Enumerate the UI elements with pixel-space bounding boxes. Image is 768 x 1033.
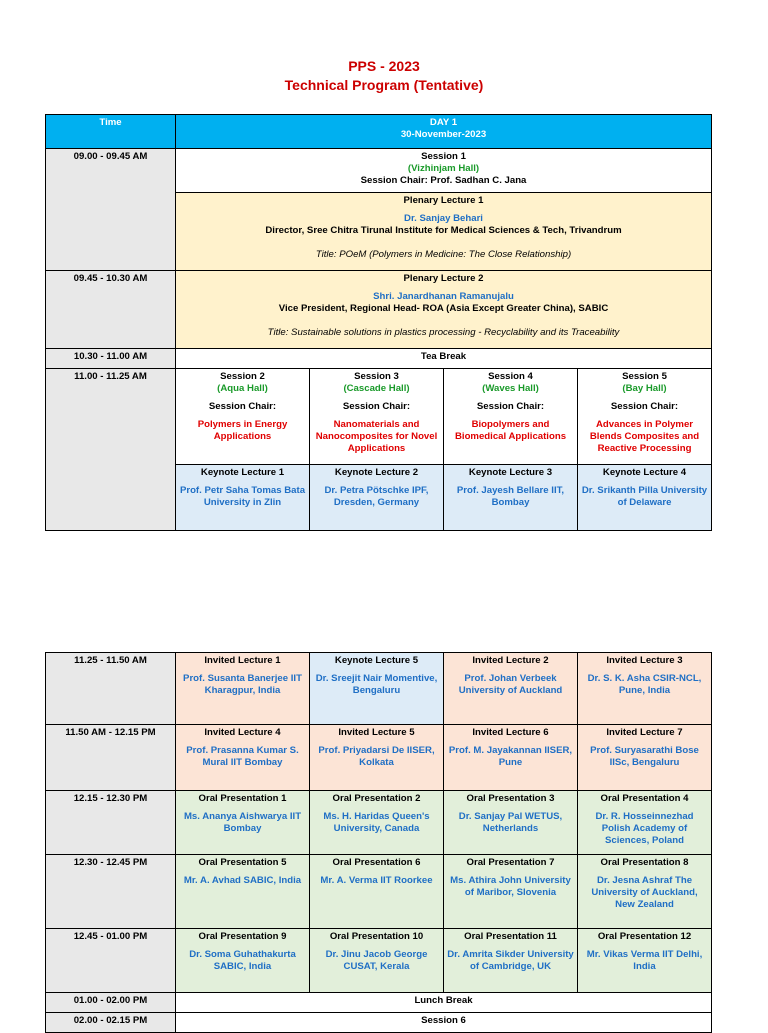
plenary2-time: 09.45 - 10.30 AM	[46, 271, 176, 349]
header-date: 30-November-2023	[400, 129, 487, 140]
lecture-speaker: Prof. Susanta Banerjee IIT Kharagpur, India	[183, 673, 302, 696]
row-time: 12.45 - 01.00 PM	[46, 929, 176, 993]
plenary2-speaker: Shri. Janardhanan Ramanujalu	[373, 291, 514, 302]
lecture-cell	[578, 653, 712, 725]
oral-cell	[578, 791, 712, 855]
keynote-cell	[578, 465, 712, 531]
oral-label: Oral Presentation 2	[332, 793, 421, 804]
oral-speaker: Dr. Soma Guhathakurta SABIC, India	[189, 949, 296, 972]
session-hall: (Aqua Hall)	[217, 383, 268, 394]
keynote-cell	[444, 465, 578, 531]
keynote-speaker: Dr. Srikanth Pilla University of Delaware	[581, 485, 708, 508]
next-label: Session 6	[176, 1013, 712, 1033]
session-cell	[578, 369, 712, 465]
keynote-speaker: Prof. Petr Saha Tomas Bata University in Zlin	[179, 485, 306, 508]
schedule-row	[46, 653, 712, 725]
oral-speaker: Dr. Sanjay Pal WETUS, Netherlands	[458, 811, 563, 834]
lecture-cell	[444, 653, 578, 725]
row-time: 11.25 - 11.50 AM	[46, 653, 176, 725]
doc-subtitle: Technical Program (Tentative)	[284, 77, 484, 93]
row-time: 11.50 AM - 12.15 PM	[46, 725, 176, 791]
lecture-cell	[578, 725, 712, 791]
row-time: 12.30 - 12.45 PM	[46, 855, 176, 929]
session1-cell	[176, 149, 712, 193]
lecture-speaker: Prof. M. Jayakannan IISER, Pune	[448, 745, 573, 768]
oral-cell	[176, 791, 310, 855]
oral-label: Oral Presentation 5	[198, 857, 287, 868]
oral-speaker: Mr. A. Avhad SABIC, India	[183, 875, 302, 886]
session-chair: Session Chair:	[342, 401, 411, 412]
oral-label: Oral Presentation 4	[600, 793, 689, 804]
oral-label: Oral Presentation 3	[466, 793, 555, 804]
oral-speaker: Dr. Jinu Jacob George CUSAT, Kerala	[325, 949, 428, 972]
session-name: Session 3	[354, 371, 399, 382]
session-name: Session 5	[622, 371, 667, 382]
session-chair: Session Chair:	[476, 401, 545, 412]
keynote-cell	[176, 465, 310, 531]
oral-cell	[176, 929, 310, 993]
oral-cell	[310, 855, 444, 929]
session-hall: (Cascade Hall)	[343, 383, 410, 394]
keynote-speaker: Prof. Jayesh Bellare IIT, Bombay	[456, 485, 565, 508]
lunch-label: Lunch Break	[176, 993, 712, 1013]
keynote-label: Keynote Lecture 2	[334, 467, 419, 478]
schedule-row	[46, 929, 712, 993]
session1-row	[46, 149, 712, 193]
session-chair: Session Chair:	[610, 401, 679, 412]
oral-cell	[444, 791, 578, 855]
oral-cell	[578, 855, 712, 929]
next-time: 02.00 - 02.15 PM	[46, 1013, 176, 1033]
keynote-label: Keynote Lecture 1	[200, 467, 285, 478]
oral-label: Oral Presentation 7	[466, 857, 555, 868]
lecture-label: Invited Lecture 2	[472, 655, 549, 666]
lunch-time: 01.00 - 02.00 PM	[46, 993, 176, 1013]
session-cell	[176, 369, 310, 465]
oral-cell	[310, 929, 444, 993]
oral-label: Oral Presentation 6	[332, 857, 421, 868]
oral-speaker: Ms. Ananya Aishwarya IIT Bombay	[183, 811, 302, 834]
tea-label: Tea Break	[176, 349, 712, 369]
lecture-speaker: Prof. Johan Verbeek University of Auckland	[458, 673, 563, 696]
lecture-speaker: Dr. S. K. Asha CSIR-NCL, Pune, India	[587, 673, 702, 696]
session-name: Session 4	[488, 371, 533, 382]
session-topic: Biopolymers and Biomedical Applications	[454, 419, 567, 442]
session-cell	[444, 369, 578, 465]
next-session-row	[46, 1013, 712, 1033]
oral-label: Oral Presentation 9	[198, 931, 287, 942]
lecture-label: Invited Lecture 7	[606, 727, 683, 738]
keynote-label: Keynote Lecture 4	[602, 467, 687, 478]
header-row	[46, 115, 712, 149]
lecture-cell	[444, 725, 578, 791]
plenary2-row	[46, 271, 712, 349]
oral-cell	[444, 855, 578, 929]
oral-speaker: Ms. H. Haridas Queen's University, Canada	[323, 811, 430, 834]
session-name: Session 2	[220, 371, 265, 382]
oral-speaker: Mr. Vikas Verma IIT Delhi, India	[586, 949, 703, 972]
parallel-sessions-row	[46, 369, 712, 465]
session-cell	[310, 369, 444, 465]
plenary2-label: Plenary Lecture 2	[403, 273, 484, 284]
session-hall: (Waves Hall)	[482, 383, 539, 394]
plenary1-title: Title: POeM (Polymers in Medicine: The Close Relationship)	[315, 249, 572, 260]
oral-label: Oral Presentation 12	[597, 931, 692, 942]
schedule-row	[46, 725, 712, 791]
oral-cell	[176, 855, 310, 929]
row-time: 12.15 - 12.30 PM	[46, 791, 176, 855]
tea-time: 10.30 - 11.00 AM	[46, 349, 176, 369]
session-hall: (Bay Hall)	[622, 383, 667, 394]
lecture-label: Invited Lecture 3	[606, 655, 683, 666]
plenary1-label: Plenary Lecture 1	[403, 195, 484, 206]
lecture-label: Invited Lecture 6	[472, 727, 549, 738]
keynote-cell	[310, 465, 444, 531]
oral-cell	[578, 929, 712, 993]
header-time: Time	[46, 115, 176, 149]
oral-speaker: Ms. Athira John University of Maribor, Slovenia	[450, 875, 571, 898]
plenary2-cell	[176, 271, 712, 349]
header-day-label: DAY 1	[429, 117, 458, 128]
lecture-cell	[176, 725, 310, 791]
tea-row	[46, 349, 712, 369]
doc-title: PPS - 2023	[348, 58, 420, 74]
keynote-label: Keynote Lecture 3	[468, 467, 553, 478]
schedule-table-2	[45, 652, 712, 1033]
schedule-row	[46, 791, 712, 855]
plenary2-title: Title: Sustainable solutions in plastics processing - Recyclability and its Traceability	[267, 327, 620, 338]
session-topic: Advances in Polymer Blends Composites and Reactive Processing	[589, 419, 700, 454]
keynote-speaker: Dr. Petra Pötschke IPF, Dresden, Germany	[324, 485, 429, 508]
lecture-speaker: Prof. Suryasarathi Bose IISc, Bengaluru	[590, 745, 699, 768]
plenary1-cell	[176, 193, 712, 271]
session-topic: Nanomaterials and Nanocomposites for Novel Applications	[315, 419, 438, 454]
oral-label: Oral Presentation 11	[464, 931, 557, 942]
header-day	[176, 115, 712, 149]
oral-speaker: Dr. Jesna Ashraf The University of Auckland, New Zealand	[591, 875, 698, 910]
lecture-cell	[176, 653, 310, 725]
oral-speaker: Dr. Amrita Sikder University of Cambridge, UK	[447, 949, 574, 972]
oral-speaker: Dr. R. Hosseinnezhad Polish Academy of Sciences, Poland	[595, 811, 694, 846]
schedule-row	[46, 855, 712, 929]
lecture-speaker: Prof. Prasanna Kumar S. Mural IIT Bombay	[186, 745, 299, 768]
lecture-speaker: Dr. Sreejit Nair Momentive, Bengaluru	[315, 673, 438, 696]
lunch-row	[46, 993, 712, 1013]
plenary2-affil: Vice President, Regional Head- ROA (Asia Except Greater China), SABIC	[278, 303, 609, 314]
lecture-cell	[310, 725, 444, 791]
oral-label: Oral Presentation 1	[198, 793, 287, 804]
oral-label: Oral Presentation 8	[600, 857, 689, 868]
session1-time: 09.00 - 09.45 AM	[46, 149, 176, 271]
parallel-time: 11.00 - 11.25 AM	[46, 369, 176, 531]
lecture-speaker: Prof. Priyadarsi De IISER, Kolkata	[318, 745, 435, 768]
session-topic: Polymers in Energy Applications	[197, 419, 288, 442]
plenary1-speaker: Dr. Sanjay Behari	[404, 213, 483, 224]
oral-cell	[444, 929, 578, 993]
lecture-label: Invited Lecture 5	[338, 727, 415, 738]
session1-hall: (Vizhinjam Hall)	[407, 163, 480, 174]
lecture-label: Keynote Lecture 5	[334, 655, 419, 666]
session1-chair: Session Chair: Prof. Sadhan C. Jana	[360, 175, 527, 186]
session1-name: Session 1	[421, 151, 466, 162]
session-chair: Session Chair:	[208, 401, 277, 412]
oral-cell	[310, 791, 444, 855]
oral-label: Oral Presentation 10	[329, 931, 424, 942]
lecture-cell	[310, 653, 444, 725]
oral-speaker: Mr. A. Verma IIT Roorkee	[320, 875, 433, 886]
lecture-label: Invited Lecture 4	[204, 727, 281, 738]
schedule-table-1	[45, 114, 712, 531]
plenary1-affil: Director, Sree Chitra Tirunal Institute for Medical Sciences & Tech, Trivandrum	[265, 225, 622, 236]
lecture-label: Invited Lecture 1	[204, 655, 281, 666]
